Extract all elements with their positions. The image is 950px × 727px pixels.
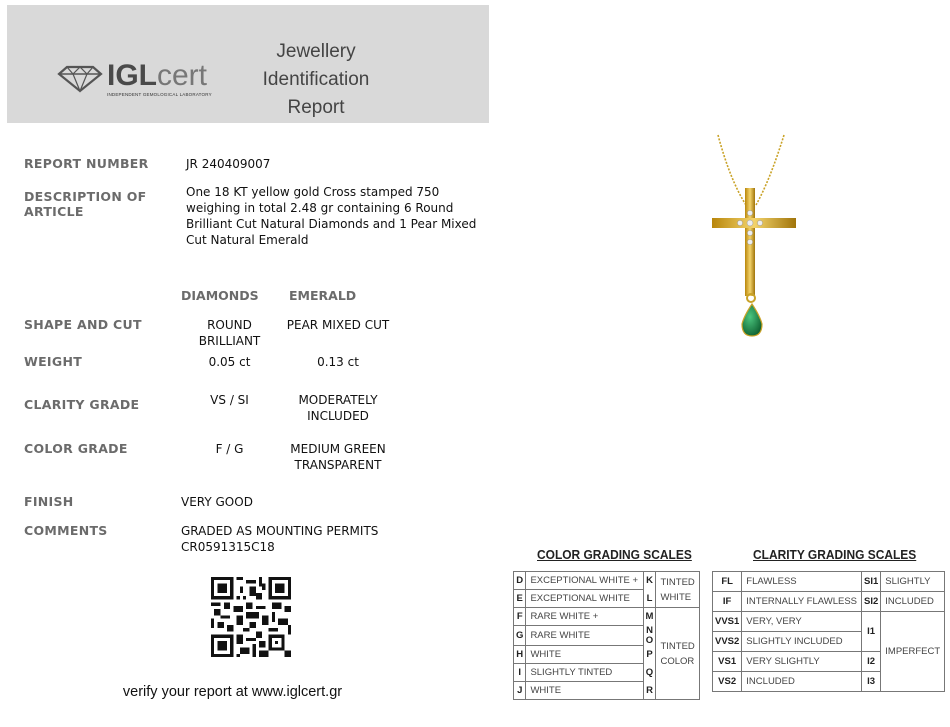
weight-label: WEIGHT xyxy=(24,354,83,369)
clarity-grade-label: CLARITY GRADE xyxy=(24,397,140,412)
diamonds-clarity-value: VS / SI xyxy=(210,393,249,407)
verify-report-text: verify your report at www.iglcert.gr xyxy=(122,684,343,700)
emerald-shape-value: PEAR MIXED CUT xyxy=(286,318,390,332)
description-value: One 18 KT yellow gold Cross stamped 750 weighing in total 2.48 gr containing 6 Round Brilliant Cut Natural Diamonds and 1 Pear Mixed Cut Natural Emerald xyxy=(186,185,477,247)
clarity-scale-title: CLARITY GRADING SCALES xyxy=(753,547,917,562)
logo-wordmark: IGLcert xyxy=(107,59,208,92)
finish-label: FINISH xyxy=(24,494,74,509)
report-number-label: REPORT NUMBER xyxy=(24,156,149,171)
clarity-grading-table: FL FLAWLESS SI1 SLIGHTLY IF INTERNALLY FLAWLESS SI2 INCLUDED VVS1 VERY, VERY I1 IMPERFECT VVS2 SLIGHTLY INCLUDED VS1 VERY SLIGHTLY I2 VS2 INCLUDED I3 xyxy=(712,571,945,692)
logo-subtitle: INDEPENDENT GEMOLOGICAL LABORATORY xyxy=(107,92,212,97)
iglcert-logo xyxy=(55,59,225,104)
color-scale-title: COLOR GRADING SCALES xyxy=(537,547,692,562)
comments-label: COMMENTS xyxy=(24,523,108,538)
color-grade-label: COLOR GRADE xyxy=(24,441,128,456)
emerald-weight-value: 0.13 ct xyxy=(317,355,359,369)
report-number-value: JR 240409007 xyxy=(186,157,271,171)
comments-value: GRADED AS MOUNTING PERMITS CR0591315C18 xyxy=(181,524,379,554)
shape-cut-label: SHAPE AND CUT xyxy=(24,317,142,332)
diamonds-shape-value: ROUND BRILLIANT xyxy=(198,318,261,348)
diamonds-column-header: DIAMONDS xyxy=(181,288,259,303)
report-header xyxy=(7,5,489,123)
emerald-column-header: EMERALD xyxy=(289,288,357,303)
description-label: DESCRIPTION OF ARTICLE xyxy=(24,189,147,219)
color-grading-table: D EXCEPTIONAL WHITE + K TINTED WHITE E EXCEPTIONAL WHITE L F RARE WHITE + M TINTED COLOR G RARE WHITE N O H WHITE P I SLIGHTLY TINTED Q J WHITE R xyxy=(513,571,700,700)
report-title: Jewellery Identification Report xyxy=(262,41,370,118)
cross-pendant-photo xyxy=(700,130,810,340)
emerald-color-value: MEDIUM GREEN TRANSPARENT xyxy=(290,442,386,472)
qr-code[interactable] xyxy=(211,577,291,657)
diamonds-color-value: F / G xyxy=(215,442,244,456)
emerald-clarity-value: MODERATELY INCLUDED xyxy=(298,393,378,423)
diamonds-weight-value: 0.05 ct xyxy=(208,355,251,369)
finish-value: VERY GOOD xyxy=(181,495,253,509)
diamond-logo-icon xyxy=(55,65,105,93)
